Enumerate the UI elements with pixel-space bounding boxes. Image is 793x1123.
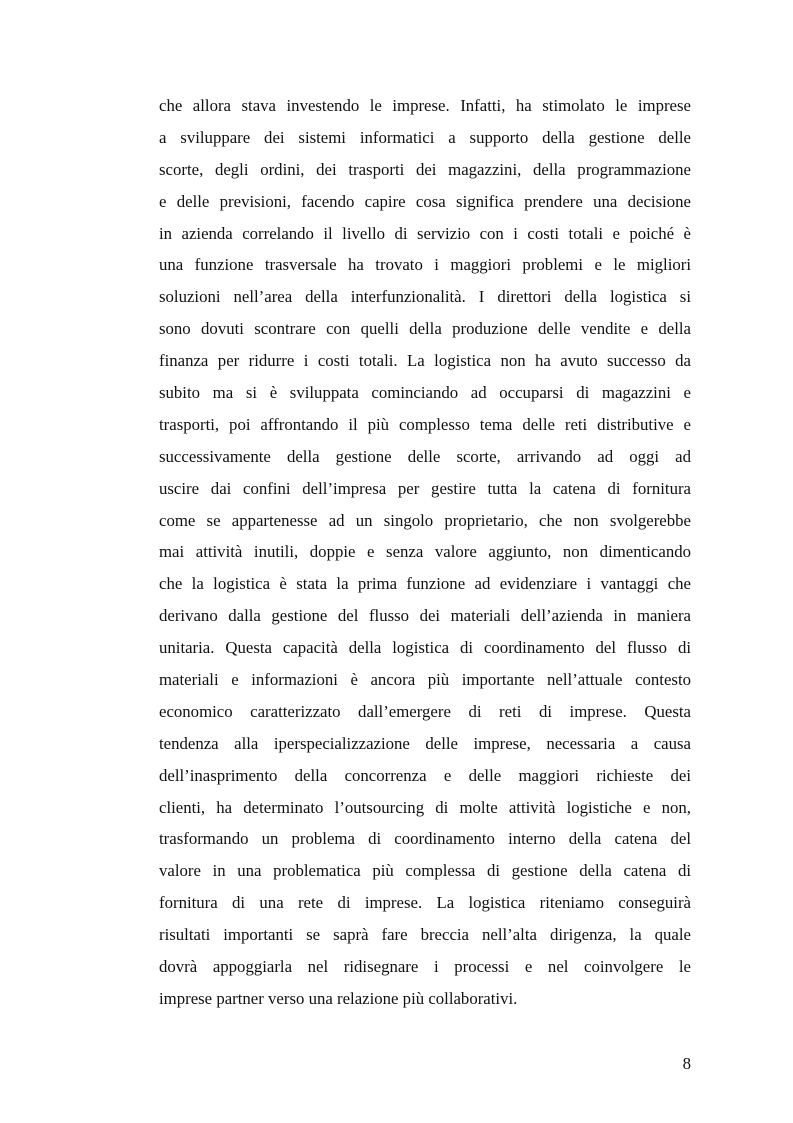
text-line: soluzioni nell’area della interfunzionalità. I direttori della logistica si: [159, 287, 691, 307]
body-paragraph: [159, 90, 691, 1015]
text-line: mai attività inutili, doppie e senza valore aggiunto, non dimenticando: [159, 542, 691, 562]
text-line: successivamente della gestione delle scorte, arrivando ad oggi ad: [159, 446, 691, 466]
text-line: dell’inasprimento della concorrenza e delle maggiori richieste dei: [159, 765, 691, 785]
text-line: subito ma si è sviluppata cominciando ad occuparsi di magazzini e: [159, 383, 691, 403]
text-line: scorte, degli ordini, dei trasporti dei magazzini, della programmazione: [159, 159, 691, 179]
text-line: una funzione trasversale ha trovato i maggiori problemi e le migliori: [159, 255, 691, 275]
text-line: derivano dalla gestione del flusso dei materiali dell’azienda in maniera: [159, 606, 691, 626]
text-line: sono dovuti scontrare con quelli della produzione delle vendite e della: [159, 319, 691, 339]
text-line: dovrà appoggiarla nel ridisegnare i processi e nel coinvolgere le: [159, 957, 691, 977]
text-line: materiali e informazioni è ancora più importante nell’attuale contesto: [159, 670, 691, 690]
text-line: fornitura di una rete di imprese. La logistica riteniamo conseguirà: [159, 893, 691, 913]
page-number: 8: [682, 1054, 691, 1073]
text-line: risultati importanti se saprà fare breccia nell’alta dirigenza, la quale: [159, 925, 691, 945]
text-line: clienti, ha determinato l’outsourcing di molte attività logistiche e non,: [159, 797, 691, 817]
text-line: valore in una problematica più complessa di gestione della catena di: [159, 861, 691, 881]
text-line: uscire dai confini dell’impresa per gestire tutta la catena di fornitura: [159, 478, 691, 498]
text-line: come se appartenesse ad un singolo proprietario, che non svolgerebbe: [159, 510, 691, 530]
text-line: finanza per ridurre i costi totali. La logistica non ha avuto successo da: [159, 351, 691, 371]
text-line: imprese partner verso una relazione più collaborativi.: [159, 988, 518, 1008]
text-line: e delle previsioni, facendo capire cosa significa prendere una decisione: [159, 191, 691, 211]
text-line: in azienda correlando il livello di servizio con i costi totali e poiché è: [159, 223, 691, 243]
text-line: che allora stava investendo le imprese. Infatti, ha stimolato le imprese: [159, 96, 691, 115]
text-line: a sviluppare dei sistemi informatici a supporto della gestione delle: [159, 127, 691, 147]
text-line: unitaria. Questa capacità della logistica di coordinamento del flusso di: [159, 638, 691, 658]
text-line: trasformando un problema di coordinamento interno della catena del: [159, 829, 691, 849]
text-line: tendenza alla iperspecializzazione delle imprese, necessaria a causa: [159, 733, 691, 753]
text-line: che la logistica è stata la prima funzione ad evidenziare i vantaggi che: [159, 574, 691, 594]
text-line: trasporti, poi affrontando il più complesso tema delle reti distributive e: [159, 414, 691, 434]
text-line: economico caratterizzato dall’emergere di reti di imprese. Questa: [159, 701, 691, 721]
